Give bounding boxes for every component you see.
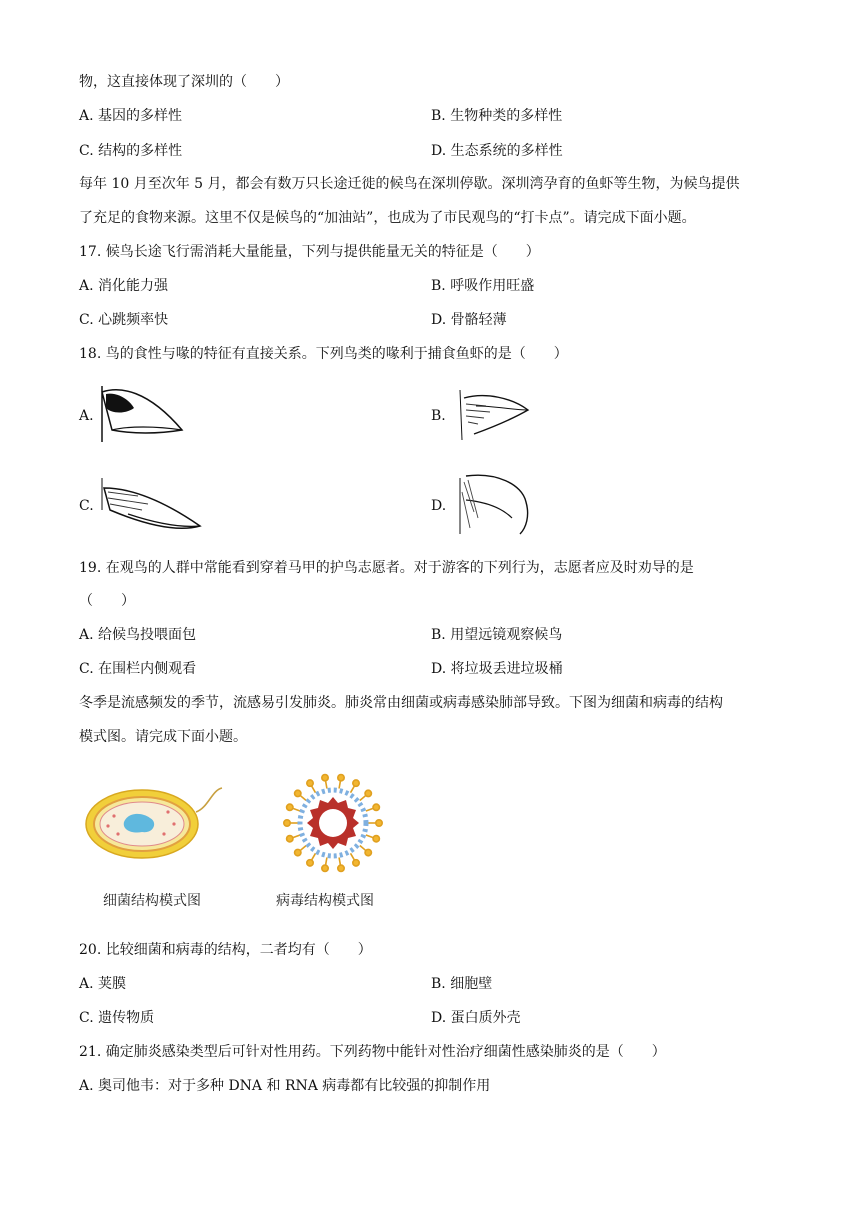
q17-option-a[interactable]: A. 消化能力强 <box>79 278 169 294</box>
q16-stem-tail: 物，这直接体现了深圳的（ ） <box>79 74 289 90</box>
virus-diagram <box>280 770 386 876</box>
q17-option-c[interactable]: C. 心跳频率快 <box>79 312 169 328</box>
q16-option-a[interactable]: A. 基因的多样性 <box>79 108 183 124</box>
q18-option-c[interactable]: C. <box>79 498 94 514</box>
q20-option-c[interactable]: C. 遗传物质 <box>79 1010 155 1026</box>
beak-d-icon <box>456 472 534 538</box>
q19-stem-1: 19. 在观鸟的人群中常能看到穿着马甲的护鸟志愿者。对于游客的下列行为，志愿者应及时劝导的是 <box>79 560 694 576</box>
q21-stem: 21. 确定肺炎感染类型后可针对性用药。下列药物中能针对性治疗细菌性感染肺炎的是（ ） <box>79 1044 666 1060</box>
intro-paragraph-birds-2: 了充足的食物来源。这里不仅是候鸟的“加油站”，也成为了市民观鸟的“打卡点”。请完成下面小题。 <box>79 210 696 226</box>
intro-paragraph-pneumonia-1: 冬季是流感频发的季节，流感易引发肺炎。肺炎常由细菌或病毒感染肺部导致。下图为细菌和病毒的结构 <box>79 695 723 711</box>
q19-option-b[interactable]: B. 用望远镜观察候鸟 <box>431 627 563 643</box>
q19-option-c[interactable]: C. 在围栏内侧观看 <box>79 661 197 677</box>
q18-stem: 18. 鸟的食性与喙的特征有直接关系。下列鸟类的喙利于捕食鱼虾的是（ ） <box>79 346 568 362</box>
q18-option-d[interactable]: D. <box>431 498 447 514</box>
virus-caption: 病毒结构模式图 <box>276 893 374 909</box>
intro-paragraph-pneumonia-2: 模式图。请完成下面小题。 <box>79 729 247 745</box>
q20-option-d[interactable]: D. 蛋白质外壳 <box>431 1010 521 1026</box>
q20-stem: 20. 比较细菌和病毒的结构，二者均有（ ） <box>79 942 372 958</box>
q20-option-a[interactable]: A. 荚膜 <box>79 976 127 992</box>
q21-option-a[interactable]: A. 奥司他韦：对于多种 DNA 和 RNA 病毒都有比较强的抑制作用 <box>79 1078 491 1094</box>
q17-stem: 17. 候鸟长途飞行需消耗大量能量，下列与提供能量无关的特征是（ ） <box>79 244 540 260</box>
beak-a-icon <box>98 384 186 444</box>
q16-option-b[interactable]: B. 生物种类的多样性 <box>431 108 563 124</box>
q20-option-b[interactable]: B. 细胞壁 <box>431 976 493 992</box>
bacteria-caption: 细菌结构模式图 <box>103 893 201 909</box>
beak-b-icon <box>456 384 532 444</box>
beak-c-icon <box>98 474 204 536</box>
q18-option-a[interactable]: A. <box>79 408 94 424</box>
q19-option-d[interactable]: D. 将垃圾丢进垃圾桶 <box>431 661 563 677</box>
bacteria-diagram <box>84 782 230 862</box>
q17-option-d[interactable]: D. 骨骼轻薄 <box>431 312 507 328</box>
q19-option-a[interactable]: A. 给候鸟投喂面包 <box>79 627 197 643</box>
intro-paragraph-birds-1: 每年 10 月至次年 5 月，都会有数万只长途迁徙的候鸟在深圳停歇。深圳湾孕育的鱼虾等生物，为候鸟提供 <box>79 176 740 192</box>
q18-option-b[interactable]: B. <box>431 408 446 424</box>
q19-stem-2: （ ） <box>79 593 135 609</box>
q17-option-b[interactable]: B. 呼吸作用旺盛 <box>431 278 535 294</box>
q16-option-c[interactable]: C. 结构的多样性 <box>79 143 183 159</box>
q16-option-d[interactable]: D. 生态系统的多样性 <box>431 143 563 159</box>
